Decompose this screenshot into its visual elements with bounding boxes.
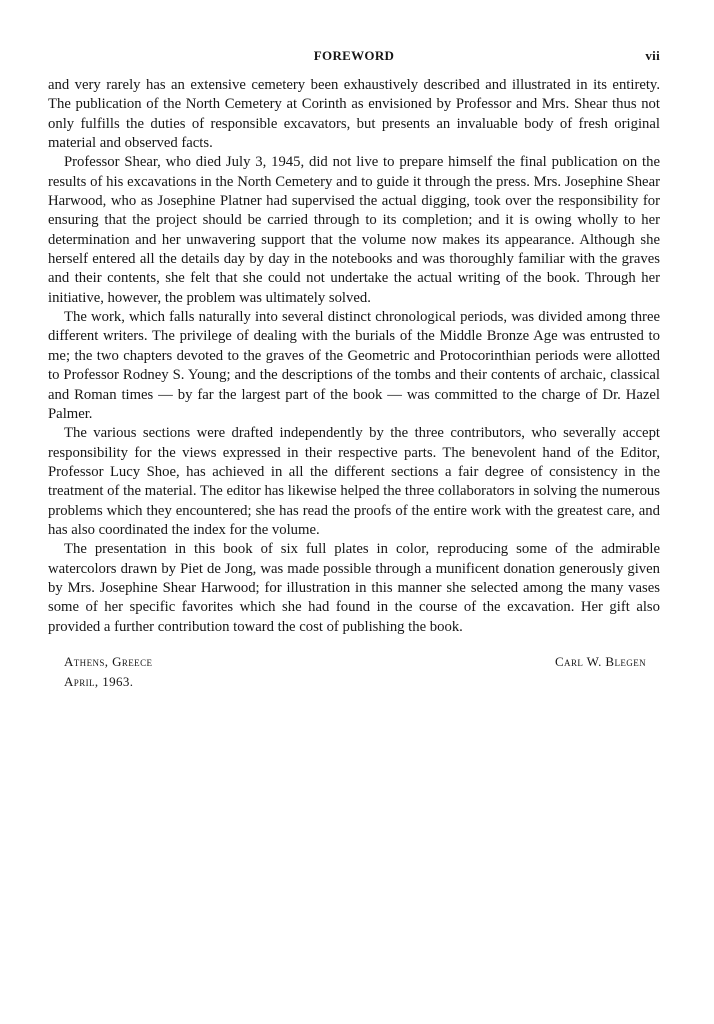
running-title: FOREWORD — [313, 48, 395, 63]
signature-place: Athens, Greece — [64, 653, 153, 669]
paragraph-continued: and very rarely has an extensive cemetery been exhaustively described and illustrated in its entirety. The publication of the North Cemetery at Corinth as envisioned by Professor and Mrs. Shear thus not only fulfills the duties of responsible excavators, but presents an invaluable body of fresh original material and observed facts. — [48, 77, 660, 152]
document-page — [48, 44, 660, 698]
signature-name: Carl W. Blegen — [554, 653, 646, 669]
page-number: vii — [645, 48, 660, 63]
paragraph: The presentation in this book of six full plates in color, reproducing some of the admirable watercolors drawn by Piet de Jong, was made possible through a munificent donation generously given by Mrs. Josephine Shear Harwood; for illustration in this manner she selected among the many vases some of her specific favorites which she had found in the course of the excavation. Her gift also provided a further contribution toward the cost of publishing the book. — [48, 541, 660, 635]
paragraph: The work, which falls naturally into several distinct chronological periods, was divided among three different writers. The privilege of dealing with the burials of the Middle Bronze Age was entrusted to me; the two chapters devoted to the graves of the Geometric and Protocorinthian periods were allotted to Professor Rodney S. Young; and the descriptions of the tombs and their contents of archaic, classical and Roman times — by far the largest part of the book — was committed to the charge of Dr. Hazel Palmer. — [48, 309, 660, 422]
running-head — [48, 44, 660, 66]
paragraph: Professor Shear, who died July 3, 1945, did not live to prepare himself the final publication on the results of his excavations in the North Cemetery and to guide it through the press. Mrs. Josephine Shear Harwood, who as Josephine Platner had supervised the actual digging, took over the responsibility for ensuring that the project should be carried through to its completion; and it is owing wholly to her determination and her unwavering support that the volume now makes its appearance. Although she herself entered all the details day by day in the notebooks and was thoroughly familiar with the graves and their contents, she felt that she could not undertake the actual writing of the book. Through her initiative, however, the problem was ultimately solved. — [48, 154, 660, 306]
signature-block — [48, 654, 660, 698]
paragraph: The various sections were drafted independently by the three contributors, who severally accept responsibility for the views expressed in their respective parts. The benevolent hand of the Editor, Professor Lucy Shoe, has achieved in all the different sections a fair degree of consistency in the treatment of the material. The editor has likewise helped the three collaborators in solving the numerous problems which they encountered; she has read the proofs of the entire work with the greatest care, and has also coordinated the index for the volume. — [48, 425, 660, 538]
body-text — [48, 76, 660, 637]
signature-date: April, 1963. — [64, 673, 134, 689]
